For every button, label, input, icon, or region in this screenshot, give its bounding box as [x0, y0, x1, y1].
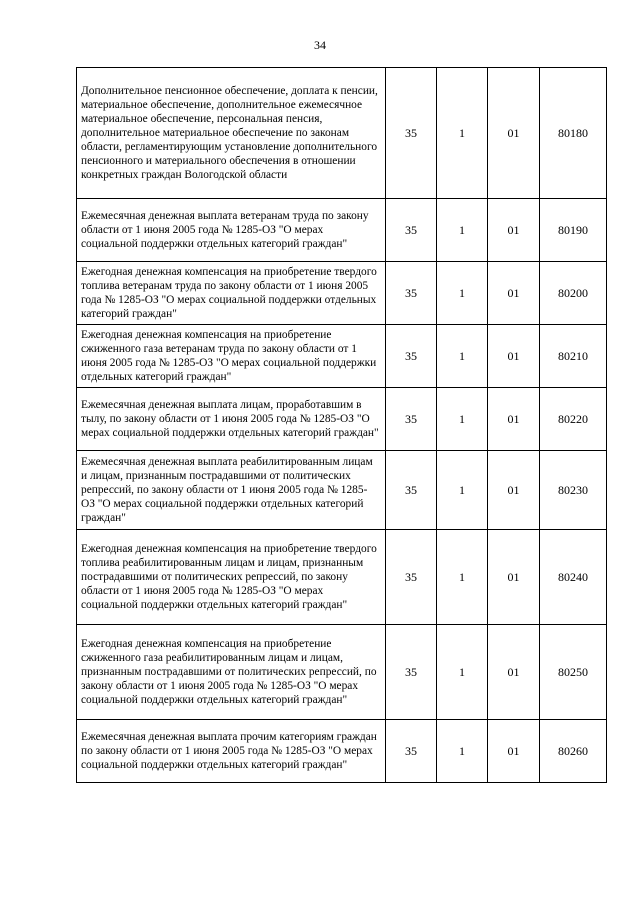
page-number: 34 [314, 38, 326, 52]
row-code-main-activity: 01 [488, 199, 540, 262]
row-code-program: 35 [386, 68, 437, 199]
row-code-direction: 80180 [540, 68, 607, 199]
row-code-program: 35 [386, 199, 437, 262]
row-code-direction: 80200 [540, 262, 607, 325]
table-row [77, 199, 607, 262]
row-code-subprogram: 1 [437, 388, 488, 451]
row-code-main-activity: 01 [488, 68, 540, 199]
row-code-direction: 80190 [540, 199, 607, 262]
row-code-direction: 80250 [540, 625, 607, 720]
row-code-program: 35 [386, 262, 437, 325]
row-code-direction: 80240 [540, 530, 607, 625]
table-row [77, 451, 607, 530]
row-code-direction: 80210 [540, 325, 607, 388]
table-row [77, 388, 607, 451]
row-code-subprogram: 1 [437, 530, 488, 625]
table-row [77, 325, 607, 388]
row-description: Ежемесячная денежная выплата лицам, проработавшим в тылу, по закону области от 1 июня 2005 года № 1285-ОЗ "О мерах социальной поддержки отдельных категорий граждан" [77, 388, 386, 451]
row-code-program: 35 [386, 625, 437, 720]
row-description: Ежегодная денежная компенсация на приобретение твердого топлива реабилитированным лицам и лицам, признанным пострадавшими от политических репрессий, по закону области от 1 июня 2005 года № 1285-ОЗ "О мерах социальной поддержки отдельных категорий граждан" [77, 530, 386, 625]
row-code-program: 35 [386, 720, 437, 783]
row-code-subprogram: 1 [437, 625, 488, 720]
table-row [77, 68, 607, 199]
row-code-subprogram: 1 [437, 199, 488, 262]
row-description: Ежемесячная денежная выплата прочим категориям граждан по закону области от 1 июня 2005 года № 1285-ОЗ "О мерах социальной поддержки отдельных категорий граждан" [77, 720, 386, 783]
row-code-subprogram: 1 [437, 262, 488, 325]
row-description: Ежемесячная денежная выплата реабилитированным лицам и лицам, признанным пострадавшими от политических репрессий, по закону области от 1 июня 2005 года № 1285-ОЗ "О мерах социальной поддержки отдельных категорий граждан" [77, 451, 386, 530]
row-code-direction: 80230 [540, 451, 607, 530]
row-description: Дополнительное пенсионное обеспечение, доплата к пенсии, материальное обеспечение, дополнительное ежемесячное материальное обеспечение, персональная пенсия, дополнительное материальное обеспечение по законам области, регламентирующим установление дополнительного пенсионного и материального обеспечения в отношении конкретных граждан Вологодской области [77, 68, 386, 199]
row-code-main-activity: 01 [488, 262, 540, 325]
row-description: Ежегодная денежная компенсация на приобретение твердого топлива ветеранам труда по закону области от 1 июня 2005 года № 1285-ОЗ "О мерах социальной поддержки отдельных категорий граждан" [77, 262, 386, 325]
row-code-main-activity: 01 [488, 451, 540, 530]
row-code-main-activity: 01 [488, 720, 540, 783]
row-code-direction: 80220 [540, 388, 607, 451]
table-row [77, 530, 607, 625]
row-code-main-activity: 01 [488, 388, 540, 451]
row-code-program: 35 [386, 388, 437, 451]
row-description: Ежегодная денежная компенсация на приобретение сжиженного газа ветеранам труда по закону области от 1 июня 2005 года № 1285-ОЗ "О мерах социальной поддержки отдельных категорий граждан" [77, 325, 386, 388]
row-code-subprogram: 1 [437, 325, 488, 388]
row-code-subprogram: 1 [437, 451, 488, 530]
table-row [77, 625, 607, 720]
row-code-main-activity: 01 [488, 530, 540, 625]
budget-classification-table [76, 67, 607, 783]
table-row [77, 262, 607, 325]
row-code-main-activity: 01 [488, 625, 540, 720]
row-code-program: 35 [386, 530, 437, 625]
row-code-subprogram: 1 [437, 68, 488, 199]
row-code-direction: 80260 [540, 720, 607, 783]
row-code-program: 35 [386, 325, 437, 388]
row-description: Ежемесячная денежная выплата ветеранам труда по закону области от 1 июня 2005 года № 1285-ОЗ "О мерах социальной поддержки отдельных категорий граждан" [77, 199, 386, 262]
table-row [77, 720, 607, 783]
row-description: Ежегодная денежная компенсация на приобретение сжиженного газа реабилитированным лицам и лицам, признанным пострадавшими от политических репрессий, по закону области от 1 июня 2005 года № 1285-ОЗ "О мерах социальной поддержки отдельных категорий граждан" [77, 625, 386, 720]
row-code-subprogram: 1 [437, 720, 488, 783]
row-code-main-activity: 01 [488, 325, 540, 388]
row-code-program: 35 [386, 451, 437, 530]
